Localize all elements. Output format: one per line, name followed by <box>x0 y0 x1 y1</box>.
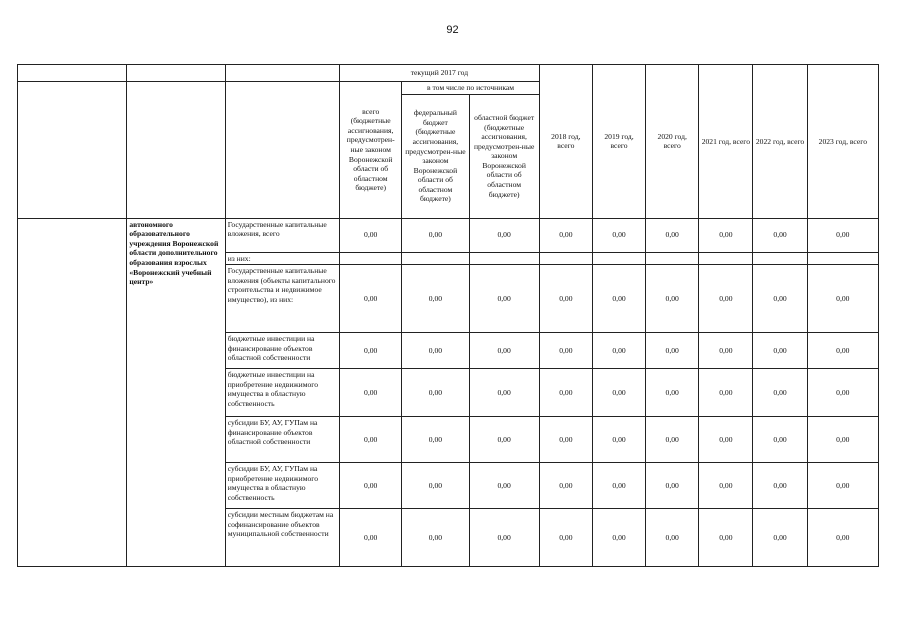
value-cell: 0,00 <box>807 218 878 252</box>
value-cell: 0,00 <box>539 463 592 509</box>
value-cell: 0,00 <box>469 369 539 417</box>
value-cell: 0,00 <box>402 463 469 509</box>
row-label: субсидии местным бюджетам на софинансирование объектов муниципальной собственности <box>225 509 339 567</box>
value-cell: 0,00 <box>646 417 699 463</box>
header-blank-1 <box>18 65 127 82</box>
value-cell: 0,00 <box>807 333 878 369</box>
value-cell: 0,00 <box>807 509 878 567</box>
value-cell: 0,00 <box>753 463 807 509</box>
table-row <box>18 218 879 252</box>
value-cell: 0,00 <box>753 265 807 333</box>
organization-name: автономного образовательного учреждения Воронежской области дополнительного образования взрослых «Воронежский учебный центр» <box>127 218 225 567</box>
value-cell: 0,00 <box>469 265 539 333</box>
value-cell: 0,00 <box>699 463 753 509</box>
row-label: бюджетные инвестиции на финансирование объектов областной собственности <box>225 333 339 369</box>
value-cell: 0,00 <box>340 417 402 463</box>
value-cell: 0,00 <box>699 333 753 369</box>
budget-table <box>17 64 879 567</box>
header-current-year: текущий 2017 год <box>340 65 540 82</box>
blank-column <box>18 218 127 567</box>
value-cell: 0,00 <box>539 218 592 252</box>
header-regional: областной бюджет (бюджетные ассигнования, предусмотрен-ные законом Воронежской области об областном бюджете) <box>469 94 539 218</box>
value-cell: 0,00 <box>340 265 402 333</box>
value-cell: 0,00 <box>539 333 592 369</box>
value-cell: 0,00 <box>807 463 878 509</box>
value-cell: 0,00 <box>340 218 402 252</box>
page-number: 92 <box>446 24 459 36</box>
value-cell: 0,00 <box>469 218 539 252</box>
value-cell: 0,00 <box>592 218 645 252</box>
value-cell: 0,00 <box>402 369 469 417</box>
value-cell: 0,00 <box>699 417 753 463</box>
value-cell: 0,00 <box>340 509 402 567</box>
header-total: всего (бюджетные ассигнования, предусмотрен-ные законом Воронежской области об областном бюджете) <box>340 82 402 219</box>
row-label: бюджетные инвестиции на приобретение недвижимого имущества в областную собственность <box>225 369 339 417</box>
header-2022: 2022 год, всего <box>753 65 807 219</box>
value-cell: 0,00 <box>699 509 753 567</box>
value-cell: 0,00 <box>402 333 469 369</box>
row-label: из них: <box>225 252 339 265</box>
value-cell: 0,00 <box>646 265 699 333</box>
header-federal: федеральный бюджет (бюджетные ассигнования, предусмотрен-ные законом Воронежской области об областном бюджете) <box>402 94 469 218</box>
value-cell: 0,00 <box>539 369 592 417</box>
value-cell: 0,00 <box>402 417 469 463</box>
value-cell: 0,00 <box>646 333 699 369</box>
value-cell: 0,00 <box>402 218 469 252</box>
value-cell: 0,00 <box>807 417 878 463</box>
header-2020: 2020 год, всего <box>646 65 699 219</box>
value-cell: 0,00 <box>699 369 753 417</box>
row-label: субсидии БУ, АУ, ГУПам на финансирование объектов областной собственности <box>225 417 339 463</box>
row-label: субсидии БУ, АУ, ГУПам на приобретение недвижимого имущества в областную собственность <box>225 463 339 509</box>
header-blank-5 <box>127 82 225 219</box>
header-2019: 2019 год, всего <box>592 65 645 219</box>
value-cell: 0,00 <box>646 369 699 417</box>
value-cell: 0,00 <box>592 417 645 463</box>
value-cell: 0,00 <box>699 265 753 333</box>
value-cell: 0,00 <box>340 333 402 369</box>
header-blank-3 <box>225 65 339 82</box>
header-2021: 2021 год, всего <box>699 65 753 219</box>
value-cell: 0,00 <box>592 509 645 567</box>
header-blank-4 <box>18 82 127 219</box>
value-cell: 0,00 <box>469 463 539 509</box>
value-cell: 0,00 <box>340 463 402 509</box>
value-cell: 0,00 <box>807 265 878 333</box>
value-cell: 0,00 <box>753 417 807 463</box>
value-cell: 0,00 <box>539 265 592 333</box>
header-blank-6 <box>225 82 339 219</box>
value-cell: 0,00 <box>469 417 539 463</box>
value-cell: 0,00 <box>340 369 402 417</box>
header-sources: в том числе по источникам <box>402 82 539 95</box>
value-cell: 0,00 <box>753 333 807 369</box>
header-2023: 2023 год, всего <box>807 65 878 219</box>
value-cell: 0,00 <box>699 218 753 252</box>
value-cell: 0,00 <box>753 509 807 567</box>
row-label: Государственные капитальные вложения, всего <box>225 218 339 252</box>
value-cell: 0,00 <box>592 333 645 369</box>
value-cell: 0,00 <box>646 463 699 509</box>
value-cell: 0,00 <box>646 509 699 567</box>
header-blank-2 <box>127 65 225 82</box>
value-cell: 0,00 <box>469 509 539 567</box>
value-cell: 0,00 <box>753 218 807 252</box>
value-cell: 0,00 <box>592 369 645 417</box>
value-cell: 0,00 <box>469 333 539 369</box>
value-cell: 0,00 <box>539 417 592 463</box>
row-label: Государственные капитальные вложения (объекты капитального строительства и недвижимое имущество), из них: <box>225 265 339 333</box>
value-cell: 0,00 <box>592 265 645 333</box>
value-cell: 0,00 <box>646 218 699 252</box>
value-cell: 0,00 <box>402 509 469 567</box>
value-cell: 0,00 <box>539 509 592 567</box>
header-2018: 2018 год, всего <box>539 65 592 219</box>
value-cell: 0,00 <box>807 369 878 417</box>
value-cell: 0,00 <box>592 463 645 509</box>
value-cell: 0,00 <box>753 369 807 417</box>
value-cell: 0,00 <box>402 265 469 333</box>
